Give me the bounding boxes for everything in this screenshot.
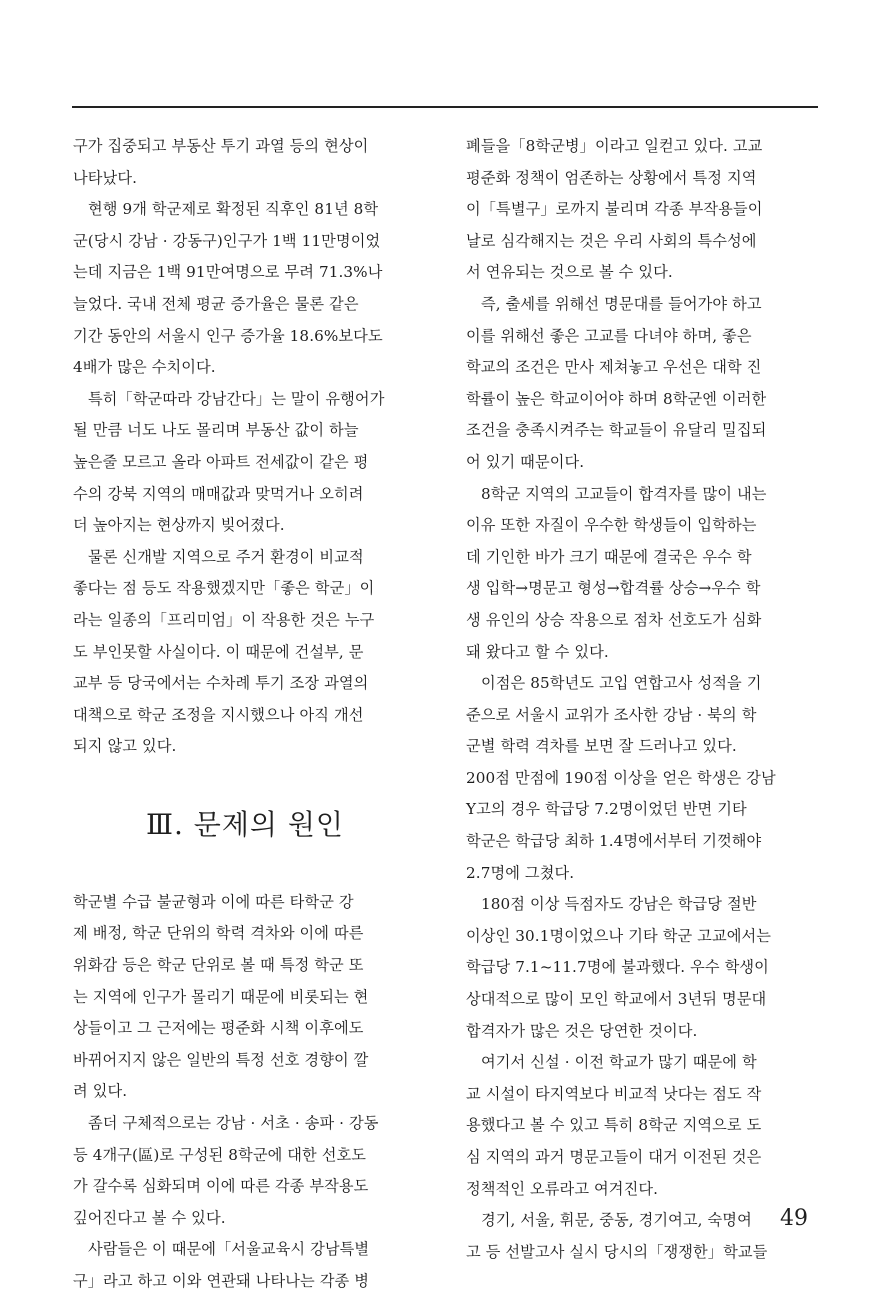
- text-line: 2.7명에 그쳤다.: [466, 863, 575, 882]
- text-line: 수의 강북 지역의 매매값과 맞먹거나 오히려: [73, 484, 364, 503]
- text-line: 심 지역의 과거 명문고들이 대거 이전된 것은: [466, 1148, 762, 1166]
- right-column: [466, 131, 813, 1268]
- text-line: 대책으로 학군 조정을 지시했으나 아직 개선: [73, 705, 364, 724]
- header-rule: [72, 106, 818, 108]
- text-line: 군(당시 강남 · 강동구)인구가 1백 11만명이었: [73, 231, 381, 250]
- text-line: 는 지역에 인구가 몰리기 때문에 비롯되는 현: [73, 987, 369, 1006]
- text-line: 학군은 학급당 최하 1.4명에서부터 기껏해야: [466, 832, 762, 851]
- text-line: 상들이고 그 근저에는 평준화 시책 이후에도: [73, 1019, 364, 1038]
- text-line: 늘었다. 국내 전체 평균 증가율은 물론 같은: [73, 294, 359, 313]
- text-line: 준으로 서울시 교위가 조사한 강남 · 북의 학: [466, 705, 757, 724]
- text-line: 이상인 30.1명이었으나 기타 학군 고교에서는: [466, 926, 772, 945]
- right-text-block: [466, 131, 813, 1268]
- text-line: 서 연유되는 것으로 볼 수 있다.: [466, 263, 673, 282]
- text-line: Y고의 경우 학급당 7.2명이었던 반면 기타: [466, 800, 747, 819]
- text-line: 정책적인 오류라고 여겨진다.: [466, 1179, 659, 1198]
- section-heading: Ⅲ. 문제의 원인: [146, 807, 344, 841]
- text-line: 교 시설이 타지역보다 비교적 낫다는 점도 작: [466, 1084, 762, 1103]
- text-line: 제 배정, 학군 단위의 학력 격차와 이에 따른: [73, 924, 364, 943]
- text-line: 폐들을「8학군병」이라고 일컫고 있다. 고교: [466, 137, 763, 155]
- text-line: 학률이 높은 학교이어야 하며 8학군엔 이러한: [466, 389, 767, 408]
- text-line: 기간 동안의 서울시 인구 증가율 18.6%보다도: [73, 326, 383, 345]
- text-line: 사람들은 이 때문에「서울교육시 강남특별: [88, 1240, 370, 1259]
- text-line: 나타났다.: [73, 168, 138, 187]
- text-line: 는데 지금은 1백 91만여명으로 무려 71.3%나: [73, 263, 383, 282]
- text-line: 이점은 85학년도 고입 연합고사 성적을 기: [481, 674, 762, 693]
- text-line: 등 4개구(區)로 구성된 8학군에 대한 선호도: [73, 1145, 367, 1164]
- text-line: 라는 일종의「프리미엄」이 작용한 것은 누구: [73, 610, 375, 629]
- left-text-block-1: [73, 131, 420, 763]
- text-line: 경기, 서울, 휘문, 중동, 경기여고, 숙명여: [481, 1211, 752, 1230]
- text-line: 고 등 선발고사 실시 당시의「쟁쟁한」학교들: [466, 1242, 768, 1261]
- text-line: 상대적으로 많이 모인 학교에서 3년뒤 명문대: [466, 990, 767, 1009]
- text-line: 깊어진다고 볼 수 있다.: [73, 1208, 226, 1227]
- text-line: 현행 9개 학군제로 확정된 직후인 81년 8학: [88, 200, 379, 219]
- text-line: 합격자가 많은 것은 당연한 것이다.: [466, 1021, 698, 1040]
- text-line: 생 입학→명문고 형성→합격률 상승→우수 학: [466, 579, 761, 598]
- text-line: 이유 또한 자질이 우수한 학생들이 입학하는: [466, 516, 757, 535]
- text-line: 높은줄 모르고 올라 아파트 전세값이 같은 평: [73, 452, 369, 471]
- text-line: 구」라고 하고 이와 연관돼 나타나는 각종 병: [73, 1272, 369, 1290]
- text-line: 교부 등 당국에서는 수차례 투기 조장 과열의: [73, 674, 369, 693]
- page-number: 49: [780, 1206, 808, 1231]
- text-line: 조건을 충족시켜주는 학교들이 유달리 밀집되: [466, 421, 767, 440]
- text-line: 여기서 신설 · 이전 학교가 많기 때문에 학: [481, 1053, 757, 1072]
- text-line: 어 있기 때문이다.: [466, 452, 585, 471]
- text-line: 8학군 지역의 고교들이 합격자를 많이 내는: [481, 484, 767, 503]
- text-line: 물론 신개발 지역으로 주거 환경이 비교적: [88, 547, 364, 566]
- text-line: 더 높아지는 현상까지 빚어졌다.: [73, 516, 285, 535]
- text-line: 될 만큼 너도 나도 몰리며 부동산 값이 하늘: [73, 421, 359, 440]
- text-line: 학교의 조건은 만사 제쳐놓고 우선은 대학 진: [466, 358, 762, 377]
- text-line: 돼 왔다고 할 수 있다.: [466, 642, 609, 661]
- text-line: 날로 심각해지는 것은 우리 사회의 특수성에: [466, 231, 757, 250]
- text-line: 생 유인의 상승 작용으로 점차 선호도가 심화: [466, 610, 762, 629]
- text-line: 위화감 등은 학군 단위로 볼 때 특정 학군 또: [73, 956, 364, 975]
- text-line: 가 갈수록 심화되며 이에 따른 각종 부작용도: [73, 1177, 369, 1196]
- text-line: 용했다고 볼 수 있고 특히 8학군 지역으로 도: [466, 1116, 762, 1135]
- text-line: 학군별 수급 불균형과 이에 따른 타학군 강: [73, 892, 354, 911]
- text-line: 좋다는 점 등도 작용했겠지만「좋은 학군」이: [73, 579, 375, 598]
- text-line: 학급당 7.1~11.7명에 불과했다. 우수 학생이: [466, 958, 769, 977]
- left-text-block-2: [73, 887, 420, 1298]
- text-line: 려 있다.: [73, 1082, 128, 1101]
- left-column: [73, 131, 420, 1298]
- text-line: 특히「학군따라 강남간다」는 말이 유행어가: [88, 389, 385, 408]
- text-line: 데 기인한 바가 크기 때문에 결국은 우수 학: [466, 547, 752, 566]
- text-line: 군별 학력 격차를 보면 잘 드러나고 있다.: [466, 737, 737, 756]
- text-line: 180점 이상 득점자도 강남은 학급당 절반: [481, 895, 757, 914]
- text-line: 평준화 정책이 엄존하는 상황에서 특정 지역: [466, 168, 757, 187]
- text-line: 이「특별구」로까지 불리며 각종 부작용들이: [466, 200, 763, 219]
- text-line: 200점 만점에 190점 이상을 얻은 학생은 강남: [466, 768, 776, 787]
- text-line: 즉, 출세를 위해선 명문대를 들어가야 하고: [481, 294, 762, 313]
- text-line: 이를 위해선 좋은 고교를 다녀야 하며, 좋은: [466, 326, 752, 345]
- text-line: 되지 않고 있다.: [73, 737, 177, 756]
- text-line: 4배가 많은 수치이다.: [73, 358, 216, 377]
- text-line: 구가 집중되고 부동산 투기 과열 등의 현상이: [73, 137, 369, 155]
- text-line: 도 부인못할 사실이다. 이 때문에 건설부, 문: [73, 642, 364, 661]
- text-line: 좀더 구체적으로는 강남 · 서초 · 송파 · 강동: [88, 1114, 379, 1133]
- text-line: 바뀌어지지 않은 일반의 특정 선호 경향이 깔: [73, 1050, 369, 1069]
